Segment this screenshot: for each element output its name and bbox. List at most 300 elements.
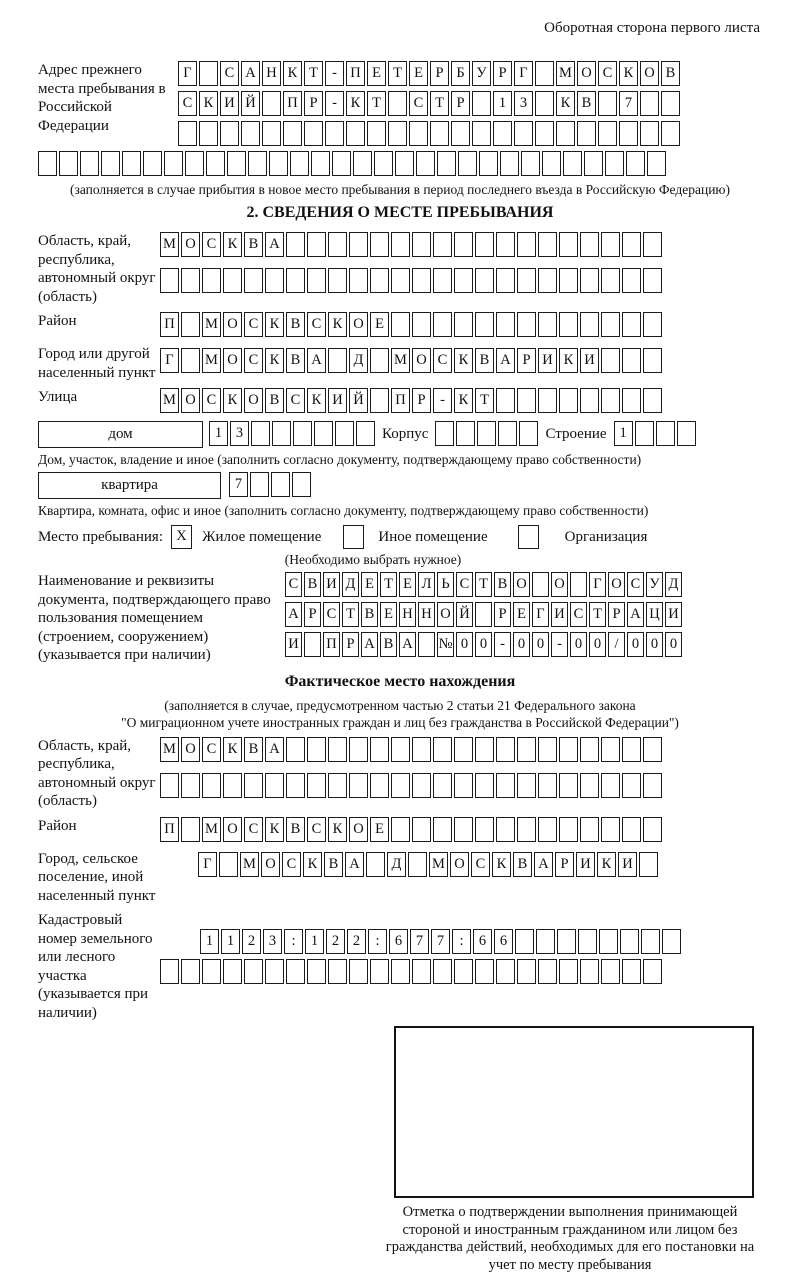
char-cell[interactable] xyxy=(328,348,347,373)
char-cell[interactable]: № xyxy=(437,632,454,657)
char-cell[interactable] xyxy=(395,151,414,176)
char-cell[interactable] xyxy=(454,737,473,762)
char-cell[interactable] xyxy=(59,151,78,176)
char-cell[interactable]: И xyxy=(328,388,347,413)
char-cell[interactable]: М xyxy=(160,232,179,257)
char-cell[interactable] xyxy=(244,268,263,293)
char-cell[interactable]: А xyxy=(361,632,378,657)
char-cell[interactable]: С xyxy=(244,817,263,842)
char-cell[interactable] xyxy=(557,929,576,954)
char-cell[interactable]: Р xyxy=(304,91,323,116)
char-cell[interactable]: В xyxy=(513,852,532,877)
char-cell[interactable] xyxy=(475,312,494,337)
char-cell[interactable] xyxy=(496,773,515,798)
char-cell[interactable]: С xyxy=(471,852,490,877)
char-cell[interactable] xyxy=(412,737,431,762)
char-cell[interactable] xyxy=(374,151,393,176)
char-cell[interactable] xyxy=(584,151,603,176)
char-cell[interactable] xyxy=(307,959,326,984)
char-cell[interactable]: 7 xyxy=(431,929,450,954)
char-cell[interactable]: А xyxy=(534,852,553,877)
char-cell[interactable]: Р xyxy=(430,61,449,86)
char-cell[interactable]: С xyxy=(307,817,326,842)
char-cell[interactable] xyxy=(493,121,512,146)
char-cell[interactable] xyxy=(475,773,494,798)
char-cell[interactable]: Т xyxy=(430,91,449,116)
char-cell[interactable] xyxy=(307,268,326,293)
char-cell[interactable] xyxy=(286,959,305,984)
char-cell[interactable] xyxy=(367,121,386,146)
char-cell[interactable] xyxy=(335,421,354,446)
char-cell[interactable] xyxy=(271,472,290,497)
char-cell[interactable]: Й xyxy=(349,388,368,413)
char-cell[interactable] xyxy=(519,421,538,446)
char-cell[interactable]: 7 xyxy=(619,91,638,116)
char-cell[interactable] xyxy=(472,121,491,146)
char-cell[interactable]: 2 xyxy=(347,929,366,954)
char-cell[interactable] xyxy=(332,151,351,176)
char-cell[interactable] xyxy=(601,737,620,762)
char-cell[interactable]: К xyxy=(199,91,218,116)
char-cell[interactable] xyxy=(293,421,312,446)
char-cell[interactable] xyxy=(677,421,696,446)
char-cell[interactable]: 0 xyxy=(475,632,492,657)
char-cell[interactable] xyxy=(181,312,200,337)
char-cell[interactable] xyxy=(538,773,557,798)
char-cell[interactable]: У xyxy=(472,61,491,86)
char-cell[interactable]: М xyxy=(160,737,179,762)
char-cell[interactable] xyxy=(391,773,410,798)
char-cell[interactable] xyxy=(643,737,662,762)
char-cell[interactable]: Т xyxy=(367,91,386,116)
char-cell[interactable]: Л xyxy=(418,572,435,597)
char-cell[interactable] xyxy=(496,737,515,762)
char-cell[interactable] xyxy=(454,232,473,257)
char-cell[interactable] xyxy=(223,773,242,798)
char-cell[interactable] xyxy=(496,312,515,337)
char-cell[interactable] xyxy=(370,388,389,413)
char-cell[interactable]: О xyxy=(181,388,200,413)
char-cell[interactable]: М xyxy=(556,61,575,86)
char-cell[interactable] xyxy=(515,929,534,954)
char-cell[interactable]: С xyxy=(598,61,617,86)
char-cell[interactable] xyxy=(538,959,557,984)
char-cell[interactable] xyxy=(286,268,305,293)
char-cell[interactable] xyxy=(521,151,540,176)
char-cell[interactable] xyxy=(202,268,221,293)
char-cell[interactable]: 7 xyxy=(410,929,429,954)
char-cell[interactable]: О xyxy=(412,348,431,373)
char-cell[interactable]: А xyxy=(496,348,515,373)
char-cell[interactable]: М xyxy=(160,388,179,413)
char-cell[interactable]: О xyxy=(608,572,625,597)
char-cell[interactable]: С xyxy=(286,388,305,413)
char-cell[interactable]: 7 xyxy=(229,472,248,497)
char-cell[interactable] xyxy=(496,388,515,413)
char-cell[interactable]: К xyxy=(559,348,578,373)
char-cell[interactable] xyxy=(454,817,473,842)
char-cell[interactable] xyxy=(643,268,662,293)
char-cell[interactable]: И xyxy=(220,91,239,116)
char-cell[interactable] xyxy=(559,268,578,293)
char-cell[interactable]: Г xyxy=(178,61,197,86)
char-cell[interactable]: Т xyxy=(475,572,492,597)
char-cell[interactable] xyxy=(250,472,269,497)
char-cell[interactable]: С xyxy=(202,388,221,413)
char-cell[interactable] xyxy=(437,151,456,176)
char-cell[interactable]: 6 xyxy=(494,929,513,954)
char-cell[interactable] xyxy=(517,773,536,798)
char-cell[interactable] xyxy=(219,852,238,877)
char-cell[interactable] xyxy=(328,737,347,762)
char-cell[interactable]: А xyxy=(285,602,302,627)
char-cell[interactable]: С xyxy=(202,737,221,762)
char-cell[interactable] xyxy=(223,268,242,293)
char-cell[interactable] xyxy=(580,959,599,984)
char-cell[interactable] xyxy=(577,121,596,146)
char-cell[interactable]: С xyxy=(282,852,301,877)
char-cell[interactable] xyxy=(456,421,475,446)
char-cell[interactable]: К xyxy=(303,852,322,877)
char-cell[interactable]: О xyxy=(181,737,200,762)
char-cell[interactable]: К xyxy=(328,817,347,842)
char-cell[interactable] xyxy=(164,151,183,176)
char-cell[interactable]: Р xyxy=(451,91,470,116)
char-cell[interactable] xyxy=(538,232,557,257)
char-cell[interactable] xyxy=(578,929,597,954)
char-cell[interactable] xyxy=(496,959,515,984)
char-cell[interactable]: М xyxy=(429,852,448,877)
char-cell[interactable]: В xyxy=(577,91,596,116)
char-cell[interactable] xyxy=(412,312,431,337)
char-cell[interactable]: А xyxy=(307,348,326,373)
char-cell[interactable] xyxy=(580,737,599,762)
char-cell[interactable]: С xyxy=(307,312,326,337)
char-cell[interactable]: Т xyxy=(380,572,397,597)
char-cell[interactable] xyxy=(601,388,620,413)
char-cell[interactable] xyxy=(598,91,617,116)
char-cell[interactable]: С xyxy=(409,91,428,116)
char-cell[interactable] xyxy=(412,817,431,842)
char-cell[interactable]: С xyxy=(570,602,587,627)
char-cell[interactable]: / xyxy=(608,632,625,657)
char-cell[interactable]: А xyxy=(265,232,284,257)
char-cell[interactable] xyxy=(328,959,347,984)
char-cell[interactable] xyxy=(643,388,662,413)
char-cell[interactable]: Д xyxy=(665,572,682,597)
char-cell[interactable] xyxy=(433,232,452,257)
char-cell[interactable] xyxy=(328,773,347,798)
char-cell[interactable] xyxy=(559,232,578,257)
char-cell[interactable] xyxy=(304,632,321,657)
char-cell[interactable]: Р xyxy=(517,348,536,373)
char-cell[interactable]: О xyxy=(244,388,263,413)
char-cell[interactable] xyxy=(433,817,452,842)
char-cell[interactable]: И xyxy=(538,348,557,373)
char-cell[interactable]: Е xyxy=(370,312,389,337)
char-cell[interactable] xyxy=(517,268,536,293)
char-cell[interactable] xyxy=(580,268,599,293)
char-cell[interactable] xyxy=(640,91,659,116)
char-cell[interactable]: И xyxy=(285,632,302,657)
char-cell[interactable] xyxy=(199,121,218,146)
char-cell[interactable]: О xyxy=(223,348,242,373)
char-cell[interactable]: 2 xyxy=(242,929,261,954)
char-cell[interactable] xyxy=(283,121,302,146)
char-cell[interactable]: Е xyxy=(409,61,428,86)
char-cell[interactable]: 2 xyxy=(326,929,345,954)
char-cell[interactable] xyxy=(181,268,200,293)
char-cell[interactable]: О xyxy=(261,852,280,877)
char-cell[interactable]: Р xyxy=(304,602,321,627)
char-cell[interactable]: С xyxy=(244,348,263,373)
char-cell[interactable] xyxy=(370,348,389,373)
char-cell[interactable]: 0 xyxy=(456,632,473,657)
char-cell[interactable] xyxy=(454,959,473,984)
char-cell[interactable] xyxy=(643,232,662,257)
char-cell[interactable]: К xyxy=(265,348,284,373)
char-cell[interactable]: О xyxy=(551,572,568,597)
char-cell[interactable]: 0 xyxy=(513,632,530,657)
char-cell[interactable] xyxy=(580,773,599,798)
char-cell[interactable]: : xyxy=(284,929,303,954)
char-cell[interactable] xyxy=(202,959,221,984)
char-cell[interactable] xyxy=(475,817,494,842)
char-cell[interactable] xyxy=(500,151,519,176)
char-cell[interactable] xyxy=(412,232,431,257)
char-cell[interactable]: М xyxy=(202,348,221,373)
char-cell[interactable] xyxy=(353,151,372,176)
char-cell[interactable]: Т xyxy=(475,388,494,413)
char-cell[interactable]: С xyxy=(178,91,197,116)
char-cell[interactable] xyxy=(559,817,578,842)
char-cell[interactable] xyxy=(643,348,662,373)
char-cell[interactable]: О xyxy=(640,61,659,86)
char-cell[interactable]: Г xyxy=(198,852,217,877)
char-cell[interactable] xyxy=(601,268,620,293)
char-cell[interactable] xyxy=(626,151,645,176)
char-cell[interactable]: Г xyxy=(589,572,606,597)
char-cell[interactable] xyxy=(286,232,305,257)
char-cell[interactable] xyxy=(622,959,641,984)
char-cell[interactable]: О xyxy=(577,61,596,86)
char-cell[interactable] xyxy=(391,312,410,337)
char-cell[interactable] xyxy=(181,773,200,798)
char-cell[interactable] xyxy=(38,151,57,176)
char-cell[interactable]: Е xyxy=(361,572,378,597)
char-cell[interactable] xyxy=(349,737,368,762)
char-cell[interactable] xyxy=(641,929,660,954)
char-cell[interactable] xyxy=(391,232,410,257)
char-cell[interactable] xyxy=(262,121,281,146)
char-cell[interactable] xyxy=(643,312,662,337)
char-cell[interactable] xyxy=(622,773,641,798)
char-cell[interactable] xyxy=(122,151,141,176)
char-cell[interactable] xyxy=(269,151,288,176)
char-cell[interactable] xyxy=(388,91,407,116)
char-cell[interactable]: К xyxy=(492,852,511,877)
char-cell[interactable] xyxy=(241,121,260,146)
char-cell[interactable]: : xyxy=(368,929,387,954)
char-cell[interactable] xyxy=(559,959,578,984)
char-cell[interactable] xyxy=(601,773,620,798)
char-cell[interactable] xyxy=(206,151,225,176)
char-cell[interactable]: П xyxy=(391,388,410,413)
char-cell[interactable] xyxy=(248,151,267,176)
char-cell[interactable]: С xyxy=(433,348,452,373)
char-cell[interactable]: Т xyxy=(589,602,606,627)
char-cell[interactable] xyxy=(251,421,270,446)
char-cell[interactable]: А xyxy=(241,61,260,86)
char-cell[interactable]: И xyxy=(576,852,595,877)
char-cell[interactable] xyxy=(349,268,368,293)
char-cell[interactable]: 1 xyxy=(493,91,512,116)
char-cell[interactable] xyxy=(661,121,680,146)
char-cell[interactable]: 0 xyxy=(665,632,682,657)
char-cell[interactable] xyxy=(601,817,620,842)
char-cell[interactable]: 1 xyxy=(200,929,219,954)
char-cell[interactable] xyxy=(580,232,599,257)
char-cell[interactable]: - xyxy=(494,632,511,657)
char-cell[interactable] xyxy=(517,737,536,762)
char-cell[interactable] xyxy=(391,737,410,762)
char-cell[interactable] xyxy=(435,421,454,446)
char-cell[interactable]: К xyxy=(454,348,473,373)
char-cell[interactable]: Т xyxy=(388,61,407,86)
char-cell[interactable]: 3 xyxy=(230,421,249,446)
char-cell[interactable] xyxy=(356,421,375,446)
char-cell[interactable] xyxy=(556,121,575,146)
char-cell[interactable] xyxy=(601,232,620,257)
char-cell[interactable] xyxy=(643,817,662,842)
char-cell[interactable]: Р xyxy=(555,852,574,877)
char-cell[interactable]: 1 xyxy=(209,421,228,446)
char-cell[interactable] xyxy=(265,268,284,293)
char-cell[interactable] xyxy=(244,959,263,984)
char-cell[interactable] xyxy=(181,348,200,373)
char-cell[interactable]: У xyxy=(646,572,663,597)
char-cell[interactable] xyxy=(458,151,477,176)
char-cell[interactable]: В xyxy=(286,817,305,842)
char-cell[interactable]: В xyxy=(265,388,284,413)
char-cell[interactable] xyxy=(412,959,431,984)
char-cell[interactable]: Е xyxy=(370,817,389,842)
char-cell[interactable]: Е xyxy=(380,602,397,627)
char-cell[interactable]: П xyxy=(160,817,179,842)
char-cell[interactable]: В xyxy=(661,61,680,86)
char-cell[interactable] xyxy=(412,773,431,798)
char-cell[interactable] xyxy=(199,61,218,86)
char-cell[interactable] xyxy=(538,268,557,293)
char-cell[interactable] xyxy=(433,737,452,762)
char-cell[interactable] xyxy=(622,232,641,257)
char-cell[interactable] xyxy=(101,151,120,176)
char-cell[interactable]: Й xyxy=(456,602,473,627)
char-cell[interactable]: 3 xyxy=(263,929,282,954)
char-cell[interactable]: 1 xyxy=(305,929,324,954)
char-cell[interactable]: В xyxy=(475,348,494,373)
char-cell[interactable]: : xyxy=(452,929,471,954)
char-cell[interactable] xyxy=(451,121,470,146)
char-cell[interactable]: И xyxy=(618,852,637,877)
char-cell[interactable] xyxy=(307,737,326,762)
char-cell[interactable]: Н xyxy=(418,602,435,627)
char-cell[interactable]: - xyxy=(325,61,344,86)
char-cell[interactable] xyxy=(181,817,200,842)
char-cell[interactable] xyxy=(622,388,641,413)
char-cell[interactable]: К xyxy=(223,388,242,413)
char-cell[interactable] xyxy=(622,268,641,293)
char-cell[interactable]: В xyxy=(286,312,305,337)
char-cell[interactable]: К xyxy=(346,91,365,116)
char-cell[interactable] xyxy=(433,959,452,984)
char-cell[interactable] xyxy=(601,348,620,373)
char-cell[interactable]: - xyxy=(325,91,344,116)
char-cell[interactable]: П xyxy=(283,91,302,116)
char-cell[interactable] xyxy=(202,773,221,798)
char-cell[interactable]: М xyxy=(202,817,221,842)
char-cell[interactable] xyxy=(311,151,330,176)
char-cell[interactable] xyxy=(80,151,99,176)
char-cell[interactable]: Ц xyxy=(646,602,663,627)
char-cell[interactable] xyxy=(286,737,305,762)
char-cell[interactable]: 1 xyxy=(221,929,240,954)
char-cell[interactable]: Е xyxy=(513,602,530,627)
char-cell[interactable] xyxy=(580,817,599,842)
char-cell[interactable] xyxy=(475,959,494,984)
char-cell[interactable]: Б xyxy=(451,61,470,86)
char-cell[interactable] xyxy=(370,737,389,762)
char-cell[interactable]: К xyxy=(619,61,638,86)
char-cell[interactable] xyxy=(433,268,452,293)
char-cell[interactable] xyxy=(290,151,309,176)
char-cell[interactable] xyxy=(181,959,200,984)
char-cell[interactable] xyxy=(416,151,435,176)
char-cell[interactable]: А xyxy=(265,737,284,762)
char-cell[interactable]: Р xyxy=(342,632,359,657)
char-cell[interactable] xyxy=(349,773,368,798)
char-cell[interactable]: 0 xyxy=(646,632,663,657)
char-cell[interactable]: С xyxy=(627,572,644,597)
char-cell[interactable]: К xyxy=(223,737,242,762)
char-cell[interactable] xyxy=(408,852,427,877)
char-cell[interactable]: С xyxy=(285,572,302,597)
char-cell[interactable] xyxy=(517,959,536,984)
char-cell[interactable] xyxy=(307,773,326,798)
char-cell[interactable]: И xyxy=(665,602,682,627)
char-cell[interactable]: Й xyxy=(241,91,260,116)
char-cell[interactable] xyxy=(475,268,494,293)
char-cell[interactable] xyxy=(160,959,179,984)
char-cell[interactable] xyxy=(619,121,638,146)
char-cell[interactable]: М xyxy=(240,852,259,877)
char-cell[interactable]: - xyxy=(551,632,568,657)
char-cell[interactable] xyxy=(475,232,494,257)
char-cell[interactable] xyxy=(160,773,179,798)
char-cell[interactable] xyxy=(391,959,410,984)
char-cell[interactable] xyxy=(620,929,639,954)
char-cell[interactable] xyxy=(559,773,578,798)
char-cell[interactable]: В xyxy=(244,232,263,257)
char-cell[interactable]: И xyxy=(551,602,568,627)
char-cell[interactable] xyxy=(542,151,561,176)
char-cell[interactable]: В xyxy=(286,348,305,373)
char-cell[interactable] xyxy=(477,421,496,446)
char-cell[interactable]: О xyxy=(349,817,368,842)
char-cell[interactable] xyxy=(601,959,620,984)
char-cell[interactable] xyxy=(227,151,246,176)
char-cell[interactable] xyxy=(559,388,578,413)
